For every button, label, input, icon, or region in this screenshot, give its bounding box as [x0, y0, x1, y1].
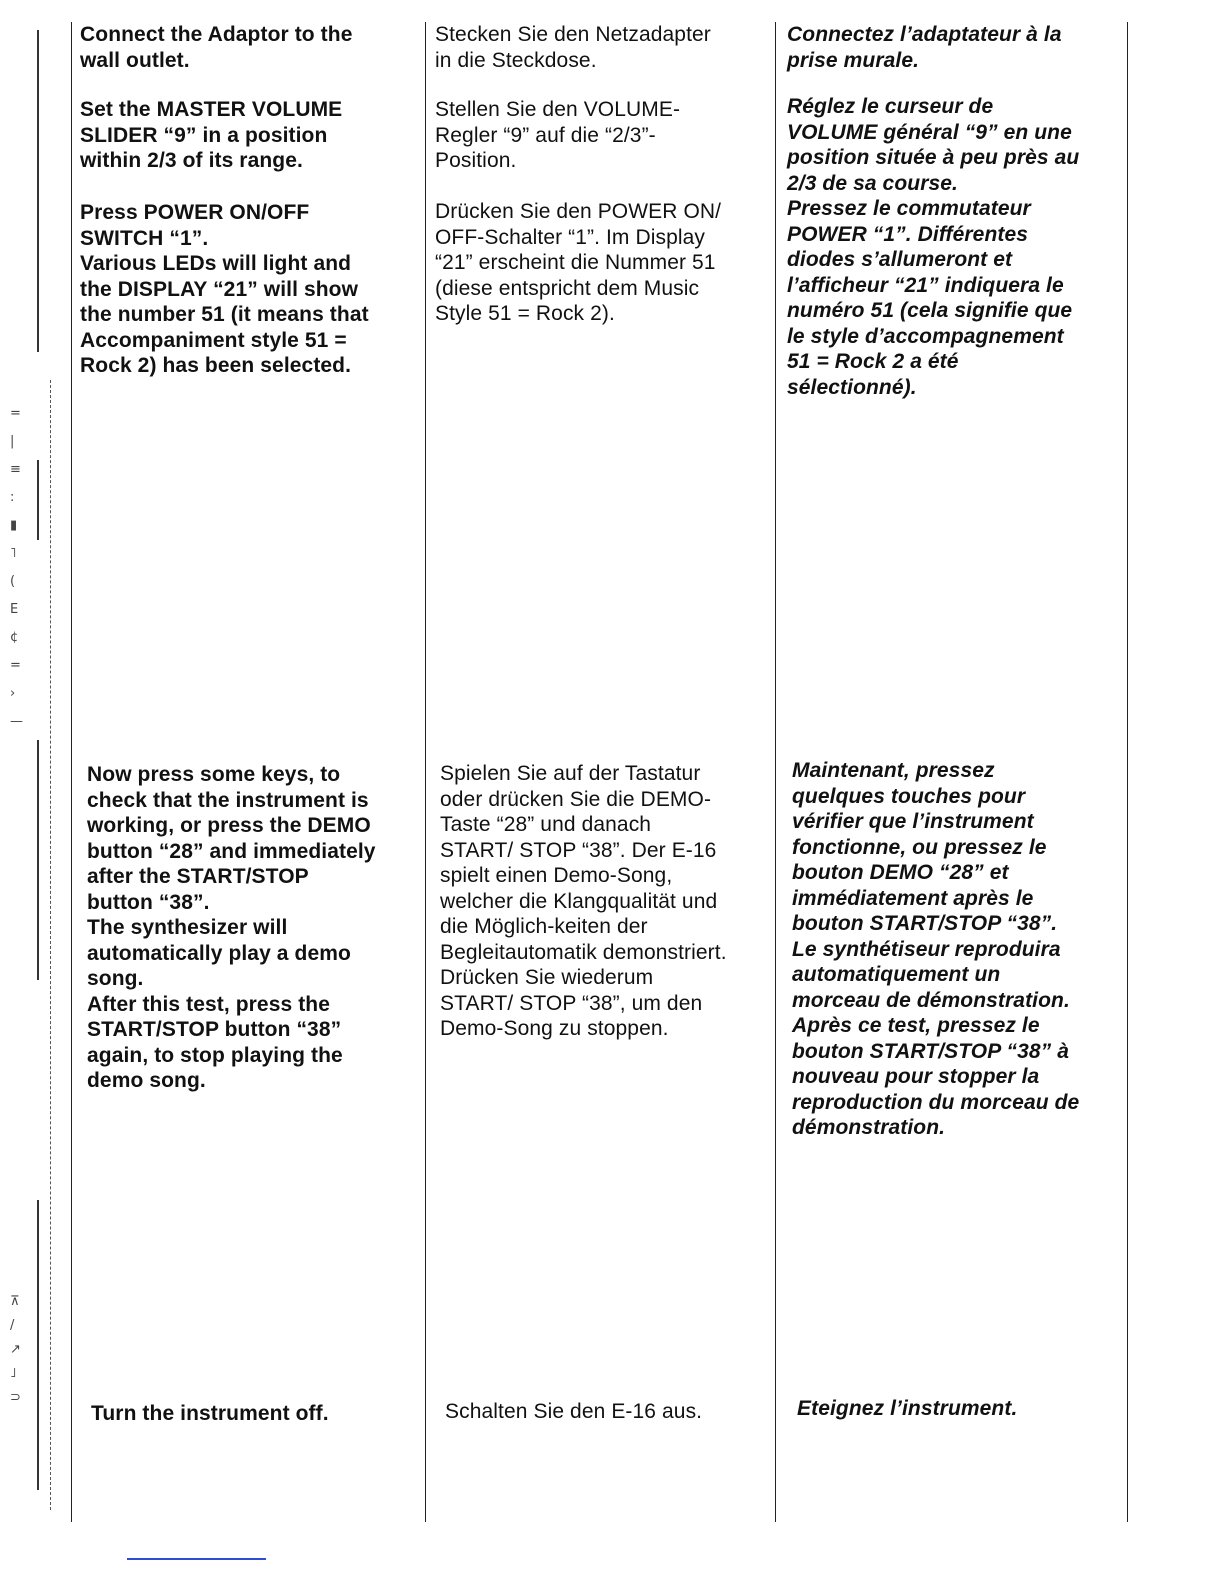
column-rule: [425, 22, 426, 1522]
french-instruction: Eteignez l’instrument.: [797, 1397, 1018, 1420]
column-rule: [1127, 22, 1128, 1522]
footer-rule: [127, 1558, 266, 1560]
french-instruction: Réglez le curseur de VOLUME général “9” en une position située à peu près au 2/3 de sa course.: [787, 95, 1080, 195]
binding-edge-line: [37, 740, 39, 980]
binding-edge-line: [37, 460, 39, 540]
german-instruction: Schalten Sie den E-16 aus.: [445, 1400, 703, 1423]
english-instruction: Turn the instrument off.: [91, 1402, 329, 1425]
french-instruction: Connectez l’adaptateur à la prise murale.: [787, 23, 1062, 72]
column-rule: [775, 22, 776, 1522]
german-instruction: Drücken Sie den POWER ON/ OFF-Schalter “1”. Im Display “21” erscheint die Nummer 51 (diese entspricht dem Music Style 51 = Rock 2).: [435, 200, 722, 325]
scan-marks: = | ≡ : ▮ ˥ ( E ¢ = › —: [10, 406, 23, 729]
column-rule: [71, 22, 72, 1522]
german-instruction: Spielen Sie auf der Tastatur oder drücken Sie die DEMO- Taste “28” und danach START/ STOP “38”. Der E-16 spielt einen Demo-Song, welcher die Klangqualität und die Möglich-keiten der Begleitautomatik demonstriert. Drücken Sie wiederum START/ STOP “38”, um den Demo-Song zu stoppen.: [440, 762, 727, 1040]
english-instruction: Connect the Adaptor to the wall outlet.: [80, 23, 353, 72]
binding-edge-line: [37, 1200, 39, 1490]
english-instruction: Now press some keys, to check that the instrument is working, or press the DEMO button “28” and immediately after the START/STOP button “38”. The synthesizer will automatically play a demo song. After this test, press the START/STOP button “38” again, to stop playing the demo song.: [87, 763, 376, 1092]
binding-dotted-line: [50, 380, 51, 1510]
english-instruction: Set the MASTER VOLUME SLIDER “9” in a position within 2/3 of its range.: [80, 98, 343, 172]
english-instruction: Press POWER ON/OFF SWITCH “1”. Various LEDs will light and the DISPLAY “21” will show the number 51 (it means that Accompaniment style 51 = Rock 2) has been selected.: [80, 201, 369, 377]
french-instruction: Maintenant, pressez quelques touches pour vérifier que l’instrument fonctionne, ou pressez le bouton DEMO “28” et immédiatement après le bouton START/STOP “38”. Le synthétiseur reproduira automatiquement un morceau de démonstration. Après ce test, pressez le bouton START/STOP “38” à nouveau pour stopper la reproduction du morceau de démonstration.: [792, 759, 1080, 1139]
german-instruction: Stellen Sie den VOLUME- Regler “9” auf die “2/3”- Position.: [435, 98, 681, 172]
french-instruction: Pressez le commutateur POWER “1”. Différentes diodes s’allumeront et l’afficheur “21” indiquera le numéro 51 (cela signifie que le style d’accompagnement 51 = Rock 2 a été sélectionné).: [787, 197, 1073, 399]
scan-marks: ⊼ / ↗ ˩ ⊃: [10, 1294, 21, 1405]
german-instruction: Stecken Sie den Netzadapter in die Steckdose.: [435, 23, 711, 72]
binding-edge-line: [37, 30, 39, 352]
